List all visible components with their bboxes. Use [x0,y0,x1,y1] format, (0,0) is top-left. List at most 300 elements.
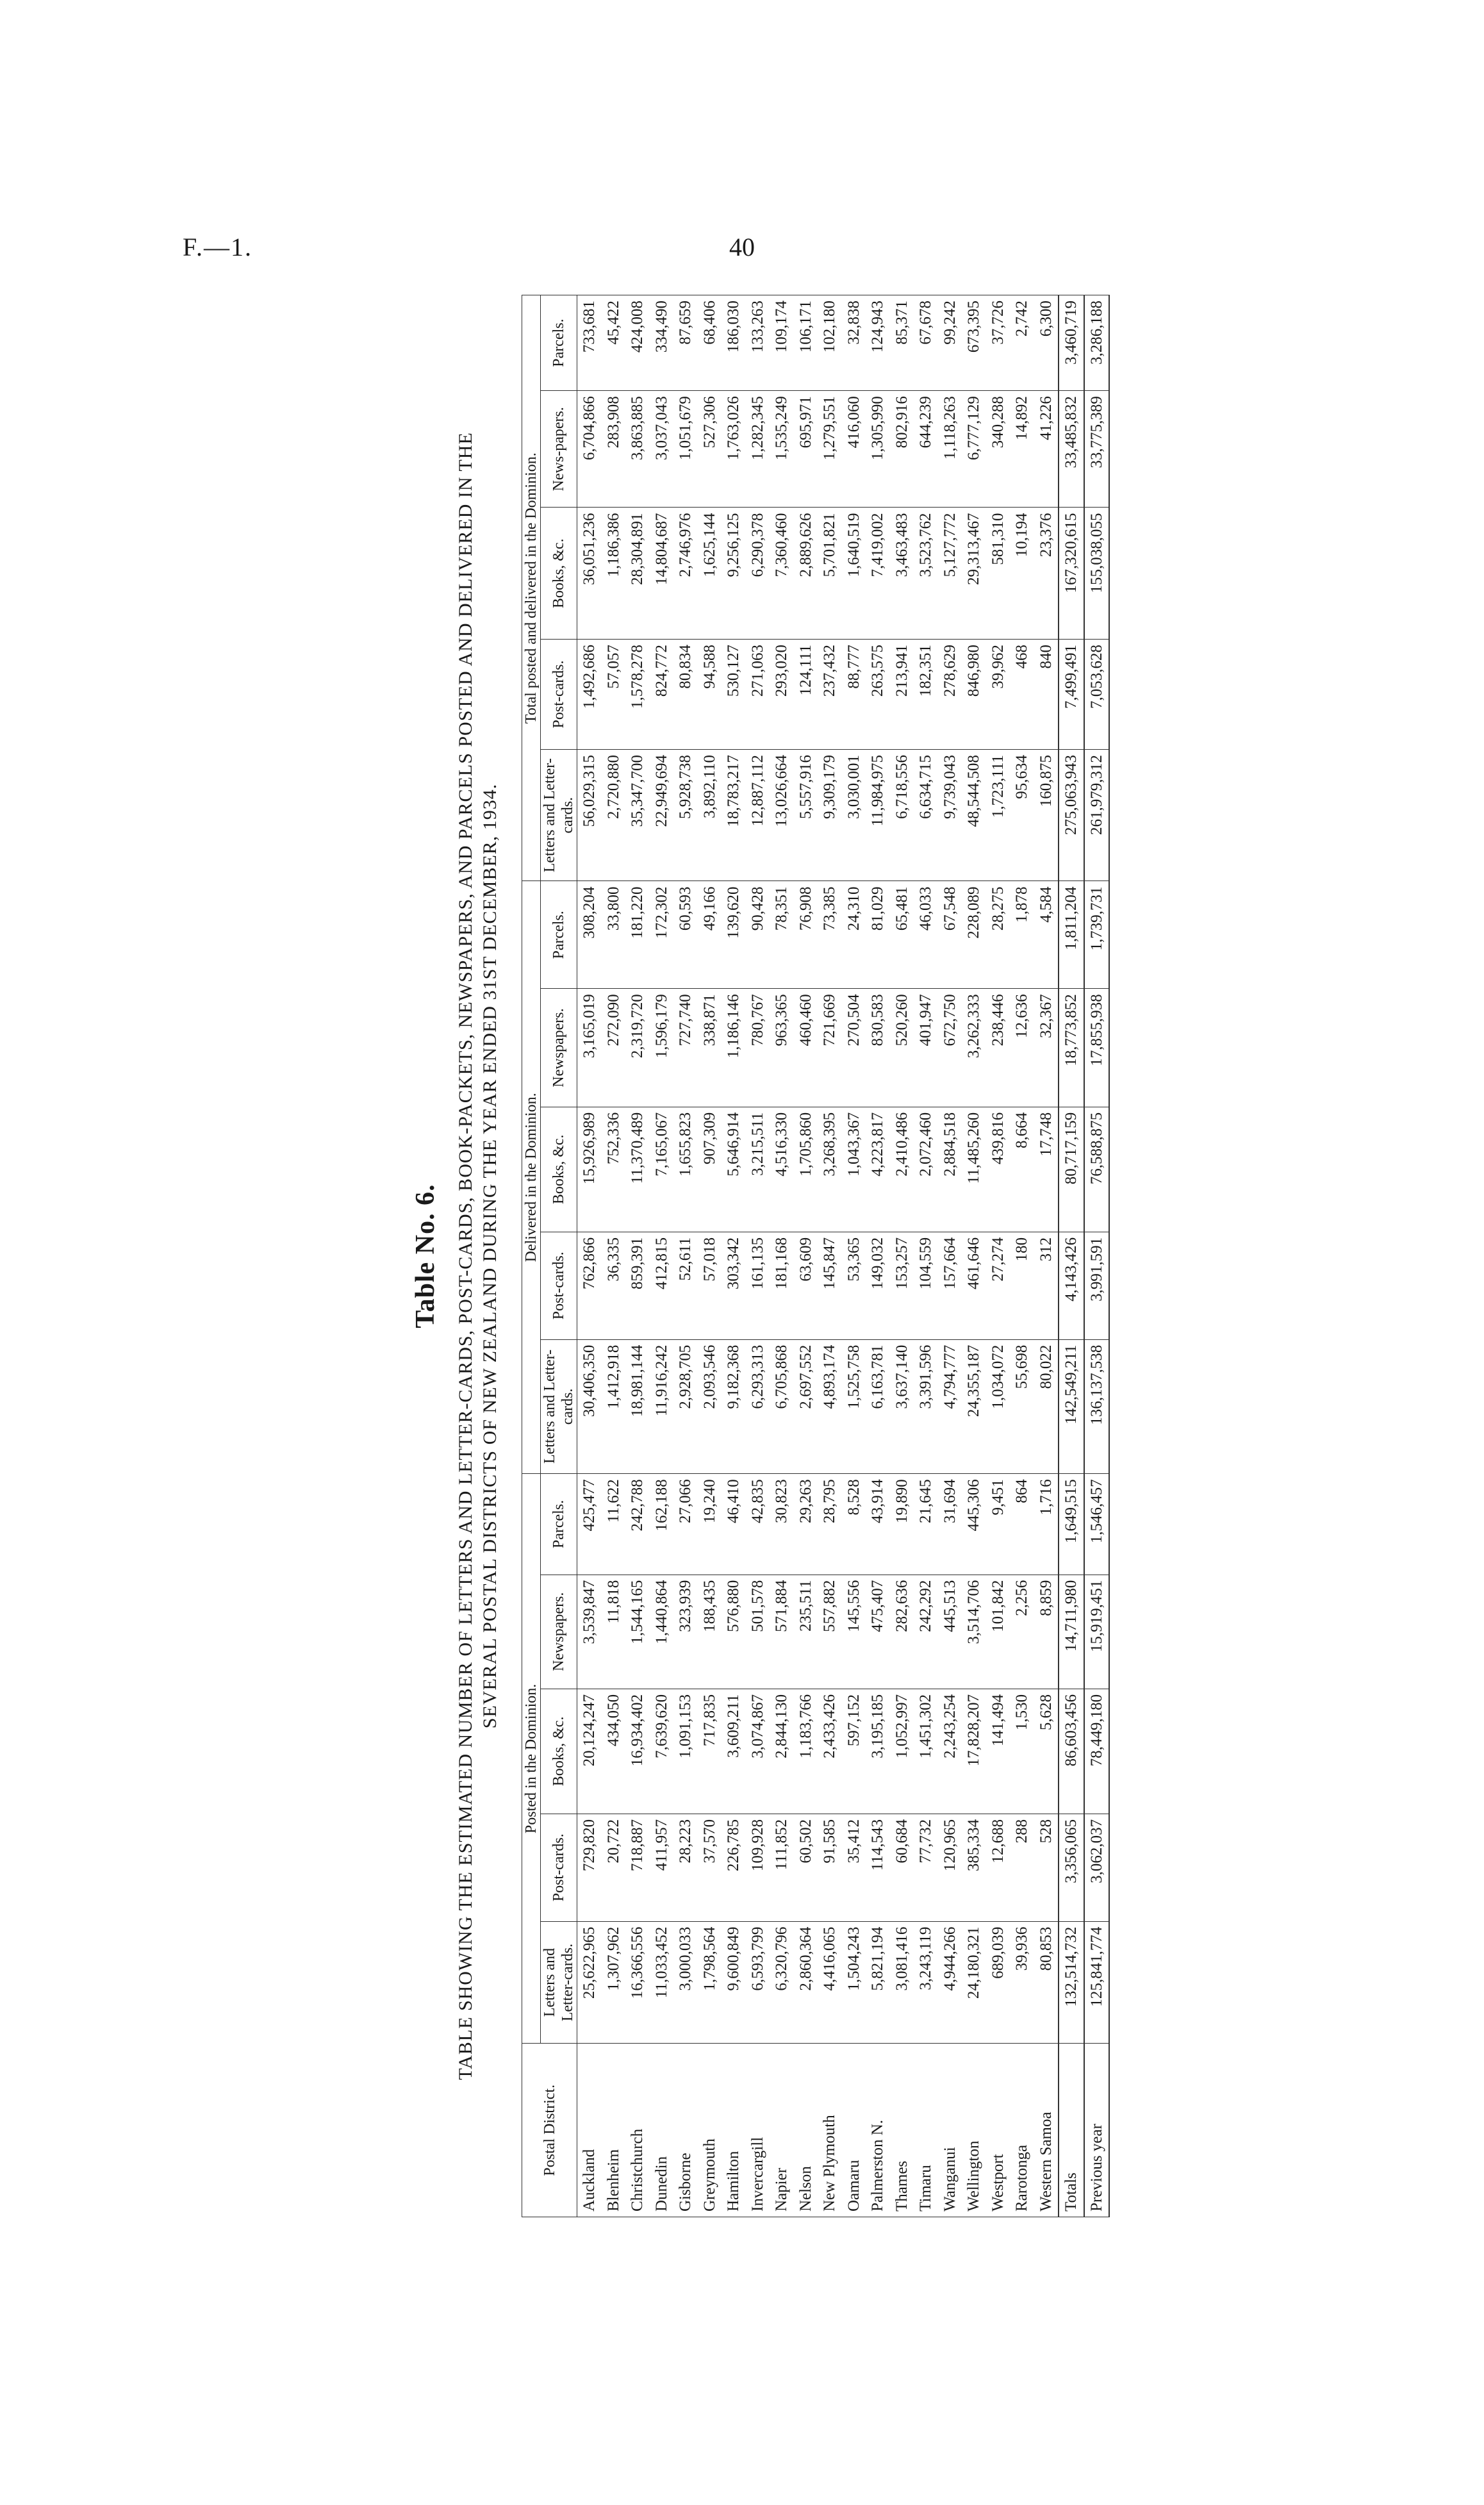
table-cell: Dunedin [652,2156,670,2212]
table-cell: 99,242 [941,301,959,345]
table-cell: 63,609 [796,1237,814,1282]
col-head-posted-books: Books, &c. [541,1689,577,1814]
table-cell: 30,823 [773,1479,790,1524]
posted-news-column [577,1575,1059,1689]
table-cell: 1,716 [1037,1479,1055,1516]
table-cell: 468 [1013,645,1030,669]
table-cell: 90,428 [748,886,766,931]
table-cell: 1,279,551 [821,396,838,461]
col-head-total-parcels: Parcels. [541,295,577,391]
table-cell: 76,908 [796,886,814,931]
table-cell: 1,535,249 [773,396,790,461]
table-cell: 145,556 [845,1580,862,1632]
table-cell: 141,494 [989,1694,1007,1747]
table-cell: 67,548 [941,886,959,931]
table-cell: 475,407 [869,1580,886,1632]
table-cell: 36,335 [604,1237,622,1282]
table-cell: 3,243,119 [917,1926,934,1990]
table-cell: 4,223,817 [869,1112,886,1177]
table-cell: 4,416,065 [821,1926,838,1991]
table-cell: 55,698 [1013,1344,1030,1389]
table-cell: 461,646 [965,1237,982,1290]
table-cell: 6,320,796 [773,1926,790,1991]
table-cell: 7,053,628 [1084,640,1110,750]
table-cell: 7,499,491 [1059,640,1084,750]
table-cell: 1,546,457 [1084,1474,1110,1575]
table-cell: 68,406 [700,301,718,345]
table-cell: 37,726 [989,301,1007,345]
table-cell: 439,816 [989,1112,1007,1165]
col-head-posted-post: Post-cards. [541,1814,577,1921]
page-number: 40 [729,233,755,261]
table-cell: 109,174 [773,301,790,353]
table-cell: 3,165,019 [581,994,598,1059]
total-news-column [577,391,1059,508]
table-cell: 2,319,720 [629,994,646,1059]
table-cell: 3,062,037 [1084,1814,1110,1921]
table-cell: 1,305,990 [869,396,886,461]
table-cell: Timaru [917,2165,934,2212]
table-cell: 323,939 [677,1580,694,1632]
table-cell: 6,777,129 [965,396,982,461]
table-cell: 3,863,885 [629,396,646,461]
table-cell: 2,720,880 [604,754,622,819]
table-cell: 11,033,452 [652,1926,670,1999]
table-cell: 102,180 [821,301,838,353]
col-head-delivered-letters: Letters and Letter-cards. [541,1339,577,1474]
table-cell: 412,815 [652,1237,670,1290]
table-cell: 802,916 [893,396,911,449]
table-cell: 581,310 [989,513,1007,565]
table-cell: 32,838 [845,301,862,345]
table-caption [454,295,502,2217]
table-cell: 1,811,204 [1059,881,1084,989]
table-cell: 6,593,799 [748,1926,766,1991]
table-cell: 3,892,110 [700,754,718,819]
table-cell: New Plymouth [821,2115,838,2212]
col-head-district: Postal District. [522,2044,577,2217]
table-cell: 109,928 [748,1819,766,1872]
table-cell: 60,502 [796,1819,814,1864]
table-cell: 557,882 [821,1580,838,1632]
table-cell: 7,360,460 [773,513,790,577]
table-cell: 644,239 [917,396,934,449]
table-cell: Thames [893,2160,911,2212]
postal-statistics-table [522,295,1110,2217]
table-cell: 8,664 [1013,1112,1030,1149]
col-head-posted-parcels: Parcels. [541,1474,577,1575]
table-cell: 445,306 [965,1479,982,1532]
table-cell: Oamaru [845,2160,862,2212]
table-cell: 88,777 [845,645,862,689]
table-cell: 124,943 [869,301,886,353]
table-cell: 80,022 [1037,1344,1055,1389]
table-cell: 5,646,914 [725,1112,742,1177]
table-cell: 22,949,694 [652,754,670,827]
table-cell: 2,742 [1013,301,1030,337]
table-cell: 263,575 [869,645,886,697]
table-cell: 35,412 [845,1819,862,1864]
table-cell: 1,118,263 [941,396,959,460]
table-cell: 3,000,033 [677,1926,694,1991]
table-cell: 28,223 [677,1819,694,1864]
table-cell: 1,183,766 [796,1694,814,1758]
table-cell: 3,195,185 [869,1694,886,1758]
table-cell: 830,583 [869,994,886,1046]
table-cell: 824,772 [652,645,670,697]
table-cell: 24,355,187 [965,1344,982,1418]
table-cell: 7,639,620 [652,1694,670,1758]
col-head-posted-news: Newspapers. [541,1575,577,1689]
group-total: Total posted and delivered in the Dominion. [522,295,541,881]
table-cell: 1,655,823 [677,1112,694,1177]
delivered-news-column [577,989,1059,1107]
table-cell: 80,834 [677,645,694,689]
totals-label: Totals [1059,2044,1084,2217]
table-cell: 1,091,153 [677,1694,694,1758]
table-cell: 213,941 [893,645,911,697]
table-cell: 67,678 [917,301,934,345]
table-cell: 11,818 [604,1580,622,1624]
table-cell: 9,600,849 [725,1926,742,1991]
table-cell: 576,880 [725,1580,742,1632]
table-cell: 87,659 [677,301,694,345]
table-cell: 136,137,538 [1084,1339,1110,1474]
table-cell: 172,302 [652,886,670,939]
table-cell: 312 [1037,1237,1055,1262]
total-post-column [577,640,1059,750]
table-cell: 2,860,364 [796,1926,814,1991]
table-cell: 188,435 [700,1580,718,1632]
table-cell: 695,971 [796,396,814,449]
table-cell: 1,578,278 [629,645,646,709]
table-cell: 77,732 [917,1819,934,1864]
table-cell: 460,460 [796,994,814,1046]
table-cell: 1,763,026 [725,396,742,461]
table-cell: Blenheim [604,2149,622,2212]
table-cell: 1,739,731 [1084,881,1110,989]
table-cell: 859,391 [629,1237,646,1290]
table-cell: 12,688 [989,1819,1007,1864]
table-cell: Gisborne [677,2153,694,2212]
table-cell: 20,722 [604,1819,622,1864]
table-cell: 424,008 [629,301,646,353]
table-cell: 520,260 [893,994,911,1046]
table-cell: 114,543 [869,1819,886,1871]
table-cell: 7,419,002 [869,513,886,577]
table-cell: 186,030 [725,301,742,353]
table-cell: Greymouth [700,2138,718,2212]
table-cell: 80,853 [1037,1926,1055,1971]
table-cell: 78,449,180 [1084,1689,1110,1814]
table-cell: 57,018 [700,1237,718,1282]
table-cell: 12,636 [1013,994,1030,1039]
table-cell: 10,194 [1013,513,1030,558]
table-cell: 5,127,772 [941,513,959,577]
table-cell: 4,584 [1037,886,1055,923]
table-cell: 2,093,546 [700,1344,718,1409]
table-cell: 293,020 [773,645,790,697]
table-cell: 53,365 [845,1237,862,1282]
delivered-books-column [577,1107,1059,1232]
previous-year-label: Previous year [1084,2044,1110,2217]
table-cell: 23,376 [1037,513,1055,558]
table-cell: 1,043,367 [845,1112,862,1177]
table-cell: 42,835 [748,1479,766,1524]
table-cell: 416,060 [845,396,862,449]
table-cell: 15,919,451 [1084,1575,1110,1689]
table-cell: 60,684 [893,1819,911,1864]
table-cell: 3,030,001 [845,754,862,819]
table-cell: 18,981,144 [629,1344,646,1418]
table-cell: 3,081,416 [893,1926,911,1991]
table-cell: 16,934,402 [629,1694,646,1767]
table-cell: 3,609,211 [725,1694,742,1758]
table-cell: 78,351 [773,886,790,931]
table-cell: Nelson [796,2166,814,2212]
table-cell: Wellington [965,2140,982,2212]
table-cell: 30,406,350 [581,1344,598,1418]
table-cell: 6,290,378 [748,513,766,577]
table-cell: 689,039 [989,1926,1007,1979]
table-cell: 1,451,302 [917,1694,934,1758]
column-header-row [541,295,577,2217]
delivered-letters-column [577,1339,1059,1474]
table-cell: 5,557,916 [796,754,814,819]
table-cell: 39,962 [989,645,1007,689]
table-cell: 261,979,312 [1084,749,1110,881]
table-cell: 597,152 [845,1694,862,1747]
table-cell: 340,288 [989,396,1007,449]
table-cell: 95,634 [1013,754,1030,799]
table-cell: 1,530 [1013,1694,1030,1731]
table-cell: 6,634,715 [917,754,934,819]
table-cell: 840 [1037,645,1055,669]
totals-row [1059,295,1084,2217]
table-cell: 11,485,260 [965,1112,982,1184]
district-data-row [577,295,1059,2217]
table-cell: 501,578 [748,1580,766,1632]
table-cell: 1,440,864 [652,1580,670,1644]
table-cell: 528 [1037,1819,1055,1844]
table-cell: 411,957 [652,1819,670,1871]
rotated-table-block [410,295,1115,2217]
table-cell: 3,037,043 [652,396,670,461]
table-cell: 530,127 [725,645,742,697]
table-cell: 2,433,426 [821,1694,838,1758]
table-cell: 6,705,868 [773,1344,790,1409]
caption-line-2: SEVERAL POSTAL DISTRICTS OF NEW ZEALAND DURING THE YEAR ENDED 31ST DECEMBER, 1934. [479,783,500,1729]
table-cell: 864 [1013,1479,1030,1503]
table-cell: 157,664 [941,1237,959,1290]
table-cell: 1,705,860 [796,1112,814,1177]
posted-letters-column [577,1921,1059,2044]
table-cell: 2,697,552 [796,1344,814,1409]
table-cell: 5,928,738 [677,754,694,819]
table-cell: 94,588 [700,645,718,689]
table-cell: 3,286,188 [1084,295,1110,391]
caption-line-1: TABLE SHOWING THE ESTIMATED NUMBER OF LETTERS AND LETTER-CARDS, POST-CARDS, BOOK-PACKETS, NEWSPAPERS, AND PARCELS POSTED AND DELIVERED IN THE [455,432,476,2080]
table-cell: 2,256 [1013,1580,1030,1616]
table-cell: 9,739,043 [941,754,959,819]
table-cell: 19,890 [893,1479,911,1524]
table-cell: 11,622 [604,1479,622,1523]
district-list [577,2044,1059,2217]
total-letters-column [577,749,1059,881]
table-cell: 278,629 [941,645,959,697]
table-cell: 161,135 [748,1237,766,1290]
table-cell: 120,965 [941,1819,959,1872]
table-cell: 17,855,938 [1084,989,1110,1107]
table-cell: 3,262,333 [965,994,982,1059]
table-cell: Wanganui [941,2147,959,2212]
table-cell: 14,892 [1013,396,1030,440]
table-cell: 1,625,144 [700,513,718,577]
table-cell: 36,051,236 [581,513,598,585]
delivered-post-column [577,1232,1059,1339]
table-cell: 33,485,832 [1059,391,1084,508]
table-cell: 3,991,591 [1084,1232,1110,1339]
table-cell: 1,492,686 [581,645,598,709]
table-cell: 3,391,596 [917,1344,934,1409]
table-cell: 14,804,687 [652,513,670,585]
table-cell: 9,451 [989,1479,1007,1516]
table-cell: 48,544,508 [965,754,982,827]
table-cell: 2,410,486 [893,1112,911,1177]
table-cell: 9,256,125 [725,513,742,577]
table-cell: 14,711,980 [1059,1575,1084,1689]
table-cell: 45,422 [604,301,622,345]
table-cell: 160,875 [1037,754,1055,807]
table-cell: 57,057 [604,645,622,689]
table-cell: 11,370,489 [629,1112,646,1184]
table-cell: 181,168 [773,1237,790,1290]
table-cell: 270,504 [845,994,862,1046]
table-cell: 182,351 [917,645,934,697]
table-cell: 1,282,345 [748,396,766,461]
table-number: Table No. 6. [411,1184,440,1328]
group-delivered: Delivered in the Dominion. [522,881,541,1474]
table-cell: 6,163,781 [869,1344,886,1409]
col-head-total-post: Post-cards. [541,640,577,750]
table-cell: 963,365 [773,994,790,1046]
table-cell: 181,220 [629,886,646,939]
table-cell: 28,795 [821,1479,838,1524]
table-cell: 21,645 [917,1479,934,1524]
table-cell: 3,268,395 [821,1112,838,1177]
table-cell: 1,649,515 [1059,1474,1084,1575]
table-cell: 2,928,705 [677,1344,694,1409]
table-cell: 3,637,140 [893,1344,911,1409]
table-cell: Westport [989,2154,1007,2212]
table-cell: 29,313,467 [965,513,982,585]
table-cell: 132,514,732 [1059,1921,1084,2044]
table-cell: 91,585 [821,1819,838,1864]
table-cell: 425,477 [581,1479,598,1532]
table-cell: 46,033 [917,886,934,931]
table-cell: 780,767 [748,994,766,1046]
posted-books-column [577,1689,1059,1814]
table-cell: 672,750 [941,994,959,1046]
table-cell: 3,539,847 [581,1580,598,1644]
table-cell: 145,847 [821,1237,838,1290]
table-cell: 434,050 [604,1694,622,1747]
table-cell: 1,798,564 [700,1926,718,1991]
table-cell: 125,841,774 [1084,1921,1110,2044]
table-cell: 37,570 [700,1819,718,1864]
table-cell: 56,029,315 [581,754,598,827]
table-cell: 762,866 [581,1237,598,1290]
table-cell: 33,775,389 [1084,391,1110,508]
table-cell: 242,788 [629,1479,646,1532]
table-cell: 385,334 [965,1819,982,1872]
table-cell: 73,385 [821,886,838,931]
table-cell: 334,490 [652,301,670,353]
page-code: F.—1. [183,233,253,261]
table-cell: Rarotonga [1013,2144,1030,2212]
table-cell: 527,306 [700,396,718,449]
table-cell: 4,944,266 [941,1926,959,1991]
table-cell: 17,828,207 [965,1694,982,1767]
table-cell: 124,111 [796,645,814,696]
col-head-total-books: Books, &c. [541,508,577,640]
table-cell: 282,636 [893,1580,911,1632]
table-cell: 283,908 [604,396,622,449]
posted-parcels-column [577,1474,1059,1575]
table-cell: 727,740 [677,994,694,1046]
table-cell: 24,180,321 [965,1926,982,1999]
table-cell: 133,263 [748,301,766,353]
group-posted: Posted in the Dominion. [522,1474,541,2044]
table-cell: 12,887,112 [748,754,766,827]
col-head-total-letters: Letters and Letter-cards. [541,749,577,881]
table-cell: 729,820 [581,1819,598,1872]
table-cell: 308,204 [581,886,598,939]
table-cell: 180 [1013,1237,1030,1262]
table-cell: 846,980 [965,645,982,697]
table-cell: 35,347,700 [629,754,646,827]
table-cell: 2,243,254 [941,1694,959,1758]
posted-post-column [577,1814,1059,1921]
table-cell: 1,186,146 [725,994,742,1059]
table-cell: 9,309,179 [821,754,838,819]
table-cell: 235,511 [796,1580,814,1632]
table-cell: 718,887 [629,1819,646,1872]
table-cell: 85,371 [893,301,911,345]
table-cell: 5,628 [1037,1694,1055,1731]
table-cell: 11,916,242 [652,1344,670,1417]
table-cell: 237,432 [821,645,838,697]
table-cell: 86,603,456 [1059,1689,1084,1814]
table-cell: 228,089 [965,886,982,939]
table-cell: 39,936 [1013,1926,1030,1971]
table-cell: 2,072,460 [917,1112,934,1177]
table-cell: 142,549,211 [1059,1339,1084,1474]
table-cell: 24,310 [845,886,862,931]
table-cell: Palmerston N. [869,2119,886,2212]
table-cell: 3,463,483 [893,513,911,577]
table-cell: 6,293,313 [748,1344,766,1409]
table-cell: 2,884,518 [941,1112,959,1177]
total-parcels-column [577,295,1059,391]
table-cell: 272,090 [604,994,622,1046]
table-cell: 155,038,055 [1084,508,1110,640]
table-cell: 1,544,165 [629,1580,646,1644]
table-cell: 717,835 [700,1694,718,1747]
table-cell: 52,611 [677,1237,694,1281]
table-cell: 6,704,866 [581,396,598,461]
table-cell: 3,215,511 [748,1112,766,1176]
